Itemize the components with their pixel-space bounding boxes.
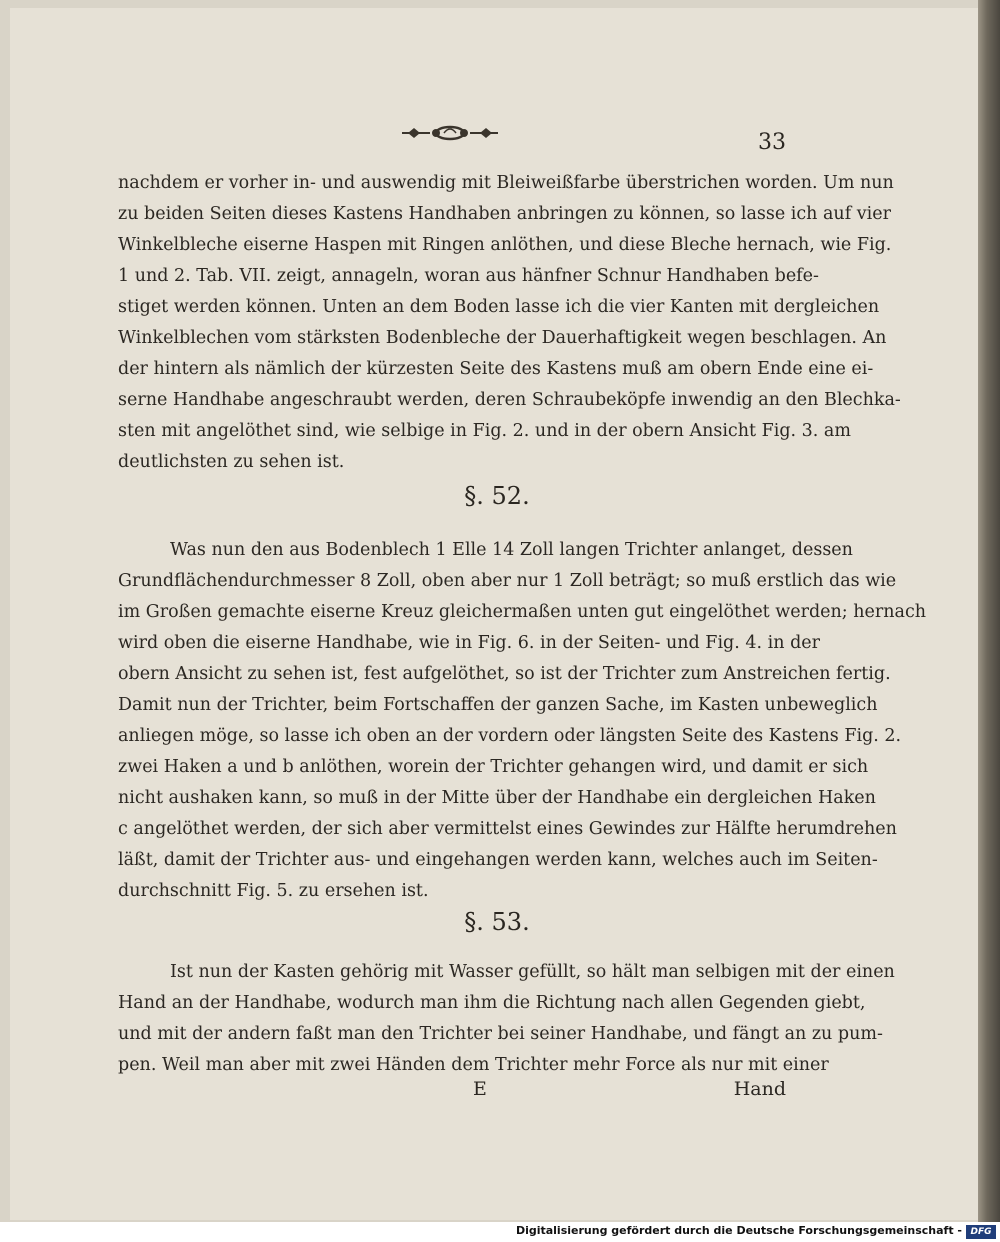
section-52-paragraph <box>118 535 927 907</box>
text-line: obern Ansicht zu sehen ist, fest aufgelöthet, so ist der Trichter zum Anstreichen fertig. <box>118 664 891 684</box>
text-line: stiget werden können. Unten an dem Boden lasse ich die vier Kanten mit dergleichen <box>118 297 880 317</box>
paragraph-continued <box>118 168 901 478</box>
text-line: und mit der andern faßt man den Trichter bei seiner Handhabe, und fängt an zu pum- <box>118 1024 883 1044</box>
catchword: Hand <box>733 1078 786 1100</box>
text-line: nicht aushaken kann, so muß in der Mitte über der Handhabe ein dergleichen Haken <box>118 788 876 808</box>
text-line: im Großen gemachte eiserne Kreuz gleichermaßen unten gut eingelöthet werden; hernach <box>118 602 927 622</box>
text-line: anliegen möge, so lasse ich oben an der vordern oder längsten Seite des Kastens Fig. 2. <box>118 726 902 746</box>
dfg-logo-icon: DFG <box>966 1225 996 1239</box>
text-line: zu beiden Seiten dieses Kastens Handhaben anbringen zu können, so lasse ich auf vier <box>118 204 891 224</box>
section-heading-52: §. 52. <box>464 482 530 510</box>
page-footer-row <box>118 1078 786 1106</box>
book-edge-shadow <box>978 0 1000 1224</box>
text-line: pen. Weil man aber mit zwei Händen dem Trichter mehr Force als nur mit einer <box>118 1055 829 1075</box>
text-line: Hand an der Handhabe, wodurch man ihm die Richtung nach allen Gegenden giebt, <box>118 993 866 1013</box>
funding-credit: Digitalisierung gefördert durch die Deutsche Forschungsgemeinschaft - <box>515 1224 962 1237</box>
decorative-vine-ornament-icon <box>400 122 500 144</box>
text-line: Grundflächendurchmesser 8 Zoll, oben aber nur 1 Zoll beträgt; so muß erstlich das wie <box>118 571 897 591</box>
text-line: durchschnitt Fig. 5. zu ersehen ist. <box>118 881 429 901</box>
text-line: Winkelblechen vom stärksten Bodenbleche der Dauerhaftigkeit wegen beschlagen. An <box>118 328 887 348</box>
text-line: 1 und 2. Tab. VII. zeigt, annageln, woran aus hänfner Schnur Handhaben befe- <box>118 266 819 286</box>
text-line: wird oben die eiserne Handhabe, wie in Fig. 6. in der Seiten- und Fig. 4. in der <box>118 633 820 653</box>
text-line: zwei Haken a und b anlöthen, worein der Trichter gehangen wird, und damit er sich <box>118 757 869 777</box>
printer-signature-mark: E <box>473 1078 487 1100</box>
text-line: Ist nun der Kasten gehörig mit Wasser gefüllt, so hält man selbigen mit der einen <box>170 962 895 982</box>
section-53-paragraph <box>118 957 895 1081</box>
text-line: der hintern als nämlich der kürzesten Seite des Kastens muß am obern Ende eine ei- <box>118 359 874 379</box>
digitization-footer <box>0 1222 1000 1242</box>
section-heading-53: §. 53. <box>464 908 530 936</box>
text-line: sten mit angelöthet sind, wie selbige in Fig. 2. und in der obern Ansicht Fig. 3. am <box>118 421 851 441</box>
text-line: deutlichsten zu sehen ist. <box>118 452 345 472</box>
text-line: serne Handhabe angeschraubt werden, deren Schraubeköpfe inwendig an den Blechka- <box>118 390 901 410</box>
page-number: 33 <box>758 130 786 155</box>
text-line: nachdem er vorher in- und auswendig mit Bleiweißfarbe überstrichen worden. Um nun <box>118 173 894 193</box>
text-line: läßt, damit der Trichter aus- und eingehangen werden kann, welches auch im Seiten- <box>118 850 878 870</box>
text-line: Damit nun der Trichter, beim Fortschaffen der ganzen Sache, im Kasten unbeweglich <box>118 695 878 715</box>
text-line: Winkelbleche eiserne Haspen mit Ringen anlöthen, und diese Bleche hernach, wie Fig. <box>118 235 892 255</box>
text-line: c angelöthet werden, der sich aber vermittelst eines Gewindes zur Hälfte herumdrehen <box>118 819 897 839</box>
text-line: Was nun den aus Bodenblech 1 Elle 14 Zoll langen Trichter anlanget, dessen <box>170 540 853 560</box>
